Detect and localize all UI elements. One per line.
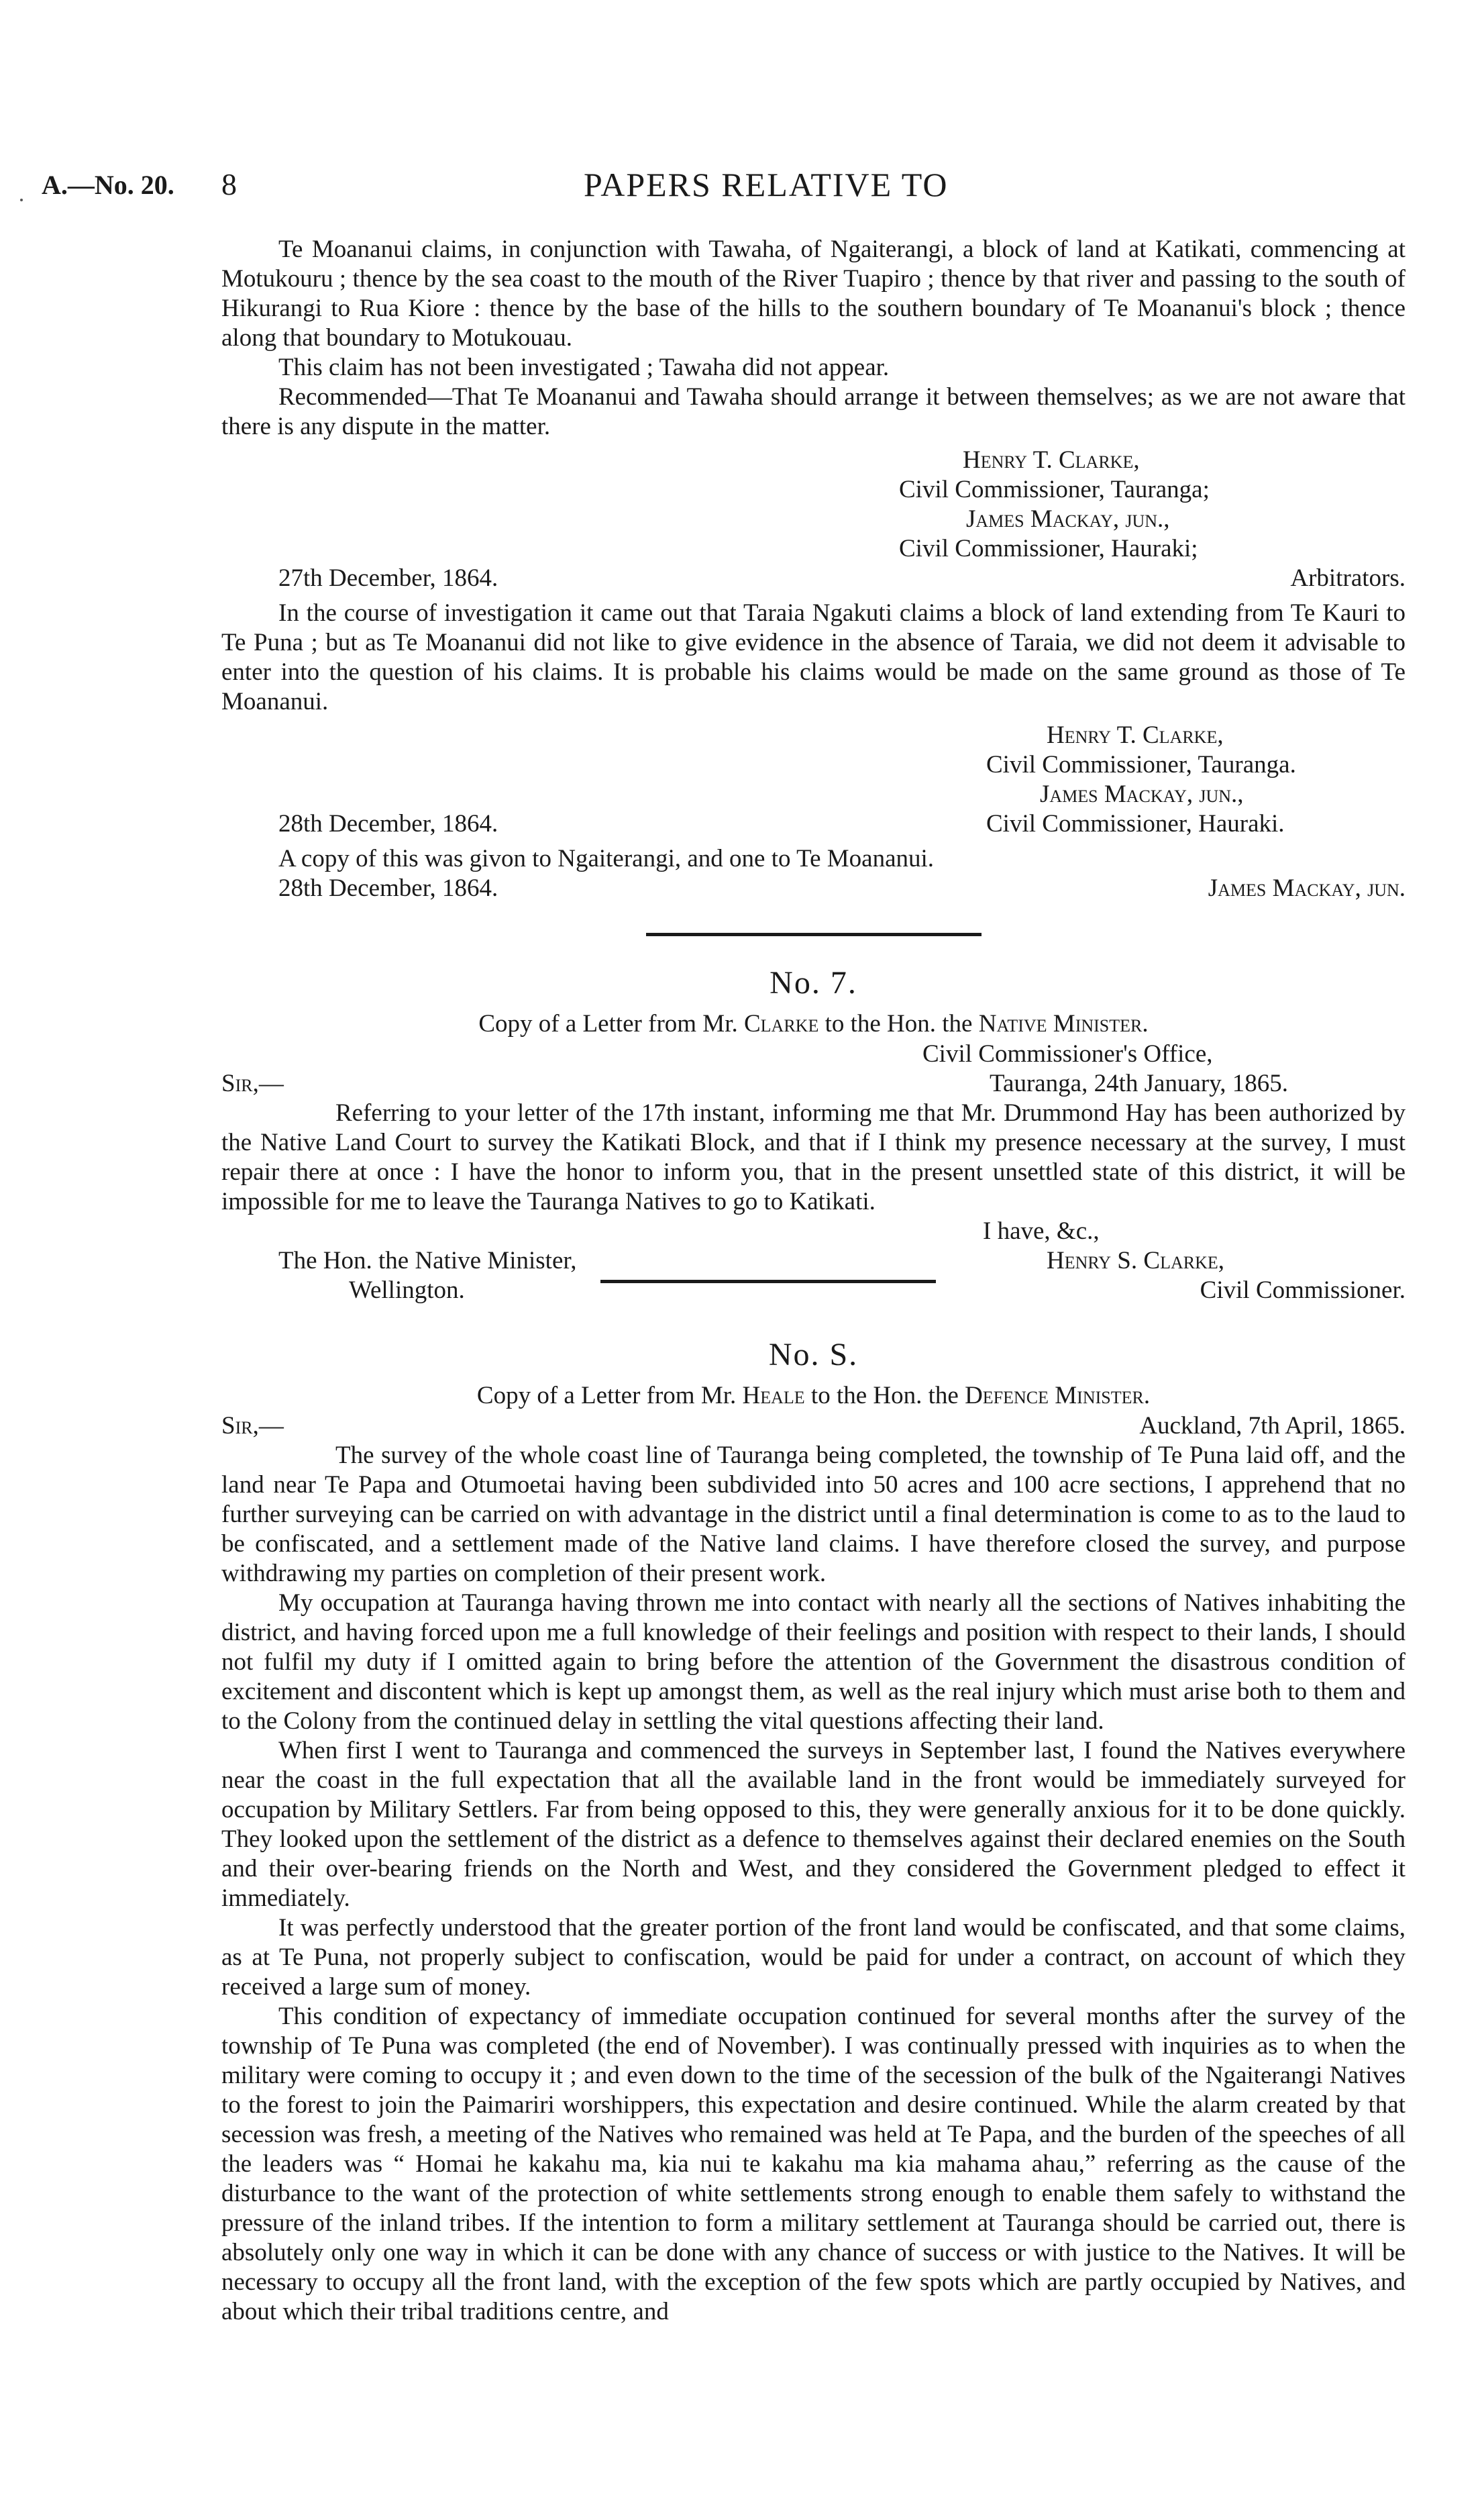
paragraph: The survey of the whole coast line of Tauranga being completed, the township of Te Puna laid off, and the land near Te Papa and Otumoetai having been subdivided into 50 acres and 100 acre sections, I apprehend that no further surveying can be carried on with advantage in the district until a final determination is come to as to the laud to be confiscated, and a settlement made of the Native land claims. I have therefore closed the survey, and purpose withdrawing my parties on completion of their present work. xyxy=(221,1442,1406,1587)
signature-name: Henry T. Clarke, xyxy=(963,446,1140,474)
date: 27th December, 1864. xyxy=(278,564,498,592)
document-reference: A.—No. 20. xyxy=(42,170,174,200)
signature-role: Civil Commissioner, Tauranga; xyxy=(899,476,1210,503)
page-body xyxy=(221,235,1406,2327)
office: Civil Commissioner's Office, xyxy=(922,1040,1213,1068)
signature-block xyxy=(221,721,1406,839)
salutation: Sir,— xyxy=(221,1070,284,1097)
date: 28th December, 1864. xyxy=(278,874,498,902)
copy-note: A copy of this was givon to Ngaiterangi, and one to Te Moananui. xyxy=(278,845,935,872)
signature-role: Civil Commissioner, Tauranga. xyxy=(986,751,1296,778)
paragraph: Referring to your letter of the 17th instant, informing me that Mr. Drummond Hay has been authorized by the Native Land Court to survey the Katikati Block, and that if I think my presence necessary at the survey, I must repair there at once : I have the honor to inform you, that in the present unsettled state of this district, it will be impossible for me to leave the Tauranga Natives to go to Katikati. xyxy=(221,1099,1406,1215)
signature-name: Henry S. Clarke, xyxy=(1047,1247,1224,1274)
closing: I have, &c., xyxy=(983,1217,1100,1245)
addressee: The Hon. the Native Minister, xyxy=(278,1247,577,1274)
signature-role: Civil Commissioner, Hauraki. xyxy=(986,810,1285,838)
section-rule xyxy=(600,1280,936,1283)
signature-name: James Mackay, jun. xyxy=(1208,874,1406,902)
paragraph: When first I went to Tauranga and commenced the surveys in September last, I found the Natives everywhere near the coast in the full expectation that all the available land in the front would be immediately surveyed for occupation by Military Settlers. Far from being opposed to this, they were generally anxious for it to be done quickly. They looked upon the settlement of the district as a defence to themselves against their declared enemies on the South and their over-bearing friends on the North and West, and they considered the Government pledged to effect it immediately. xyxy=(221,1737,1406,1912)
page-number: 8 xyxy=(221,167,237,201)
date: 28th December, 1864. xyxy=(278,810,498,838)
place-date: Auckland, 7th April, 1865. xyxy=(1139,1412,1406,1440)
letter-heading: Copy of a Letter from Mr. Heale to the Hon. the Defence Minister. xyxy=(476,1382,1151,1409)
signature-name: James Mackay, jun., xyxy=(1040,780,1244,808)
signature-name: Henry T. Clarke, xyxy=(1047,721,1224,749)
margin-mark xyxy=(20,199,23,201)
signature-block xyxy=(221,446,1406,593)
paragraph: My occupation at Tauranga having thrown me into contact with nearly all the sections of Natives inhabiting the district, and having forced upon me a full knowledge of their feelings and position with respect to their lands, I should not fulfil my duty if I omitted again to bring before the attention of the Government the disastrous condition of excitement and discontent which is kept up amongst them, as well as the real injury which must arise both to them and to the Colony from the continued delay in settling the vital questions affecting their land. xyxy=(221,1589,1406,1735)
salutation: Sir,— xyxy=(221,1412,284,1440)
letter-heading: Copy of a Letter from Mr. Clarke to the Hon. the Native Minister. xyxy=(478,1010,1149,1038)
signature-name: James Mackay, jun., xyxy=(966,505,1170,533)
paragraph: Recommended—That Te Moananui and Tawaha should arrange it between themselves; as we are not aware that there is any dispute in the matter. xyxy=(221,383,1406,440)
signature-role: Arbitrators. xyxy=(1290,564,1406,592)
paragraph: This condition of expectancy of immediate occupation continued for several months after the survey of the township of Te Puna was completed (the end of November). I was continually pressed with inquiries as to when the military were coming to occupy it ; and even down to the time of the secession of the bulk of the Ngaiterangi Natives to the forest to join the Paimariri worshippers, this expectation and desire continued. While the alarm created by that secession was fresh, a meeting of the Natives who remained was held at Te Papa, and the burden of the speeches of all the leaders was “ Homai he kakahu ma, kia nui te kakahu ma kia mahama ahau,” referring as the cause of the disturbance to the want of the protection of white settlements strong enough to enable them safely to withstand the pressure of the inland tribes. If the intention to form a military settlement at Tauranga should be carried out, there is absolutely only one way in which it can be done with any chance of success or with justice to the Natives. It will be necessary to occupy all the front land, with the exception of the few spots which are partly occupied by Natives, and about which their tribal traditions centre, and xyxy=(221,2003,1406,2325)
signature-role: Civil Commissioner, Hauraki; xyxy=(899,535,1198,562)
addressee: Wellington. xyxy=(349,1276,465,1304)
letter-number: No. S. xyxy=(768,1337,859,1372)
letter-number: No. 7. xyxy=(770,965,857,1001)
signature-role: Civil Commissioner. xyxy=(1200,1276,1406,1304)
place-date: Tauranga, 24th January, 1865. xyxy=(990,1070,1289,1097)
paragraph: It was perfectly understood that the greater portion of the front land would be confiscated, and that some claims, as at Te Puna, not properly subject to confiscation, would be paid for under a contract, on account of which they received a large sum of money. xyxy=(221,1914,1406,2001)
paragraph: In the course of investigation it came out that Taraia Ngakuti claims a block of land extending from Te Kauri to Te Puna ; but as Te Moananui did not like to give evidence in the absence of Taraia, we did not deem it advisable to enter into the question of his claims. It is probable his claims would be made on the same ground as those of Te Moananui. xyxy=(221,599,1406,715)
section-rule xyxy=(646,933,982,936)
paragraph: Te Moananui claims, in conjunction with Tawaha, of Ngaiterangi, a block of land at Katikati, commencing at Motukouru ; thence by the sea coast to the mouth of the River Tuapiro ; thence by that river and passing to the south of Hikurangi to Rua Kiore : thence by the base of the hills to the southern boundary of Te Moananui's block ; thence along that boundary to Motukouau. xyxy=(221,236,1406,352)
running-title: PAPERS RELATIVE TO xyxy=(584,166,949,203)
paragraph: This claim has not been investigated ; Tawaha did not appear. xyxy=(278,354,890,381)
